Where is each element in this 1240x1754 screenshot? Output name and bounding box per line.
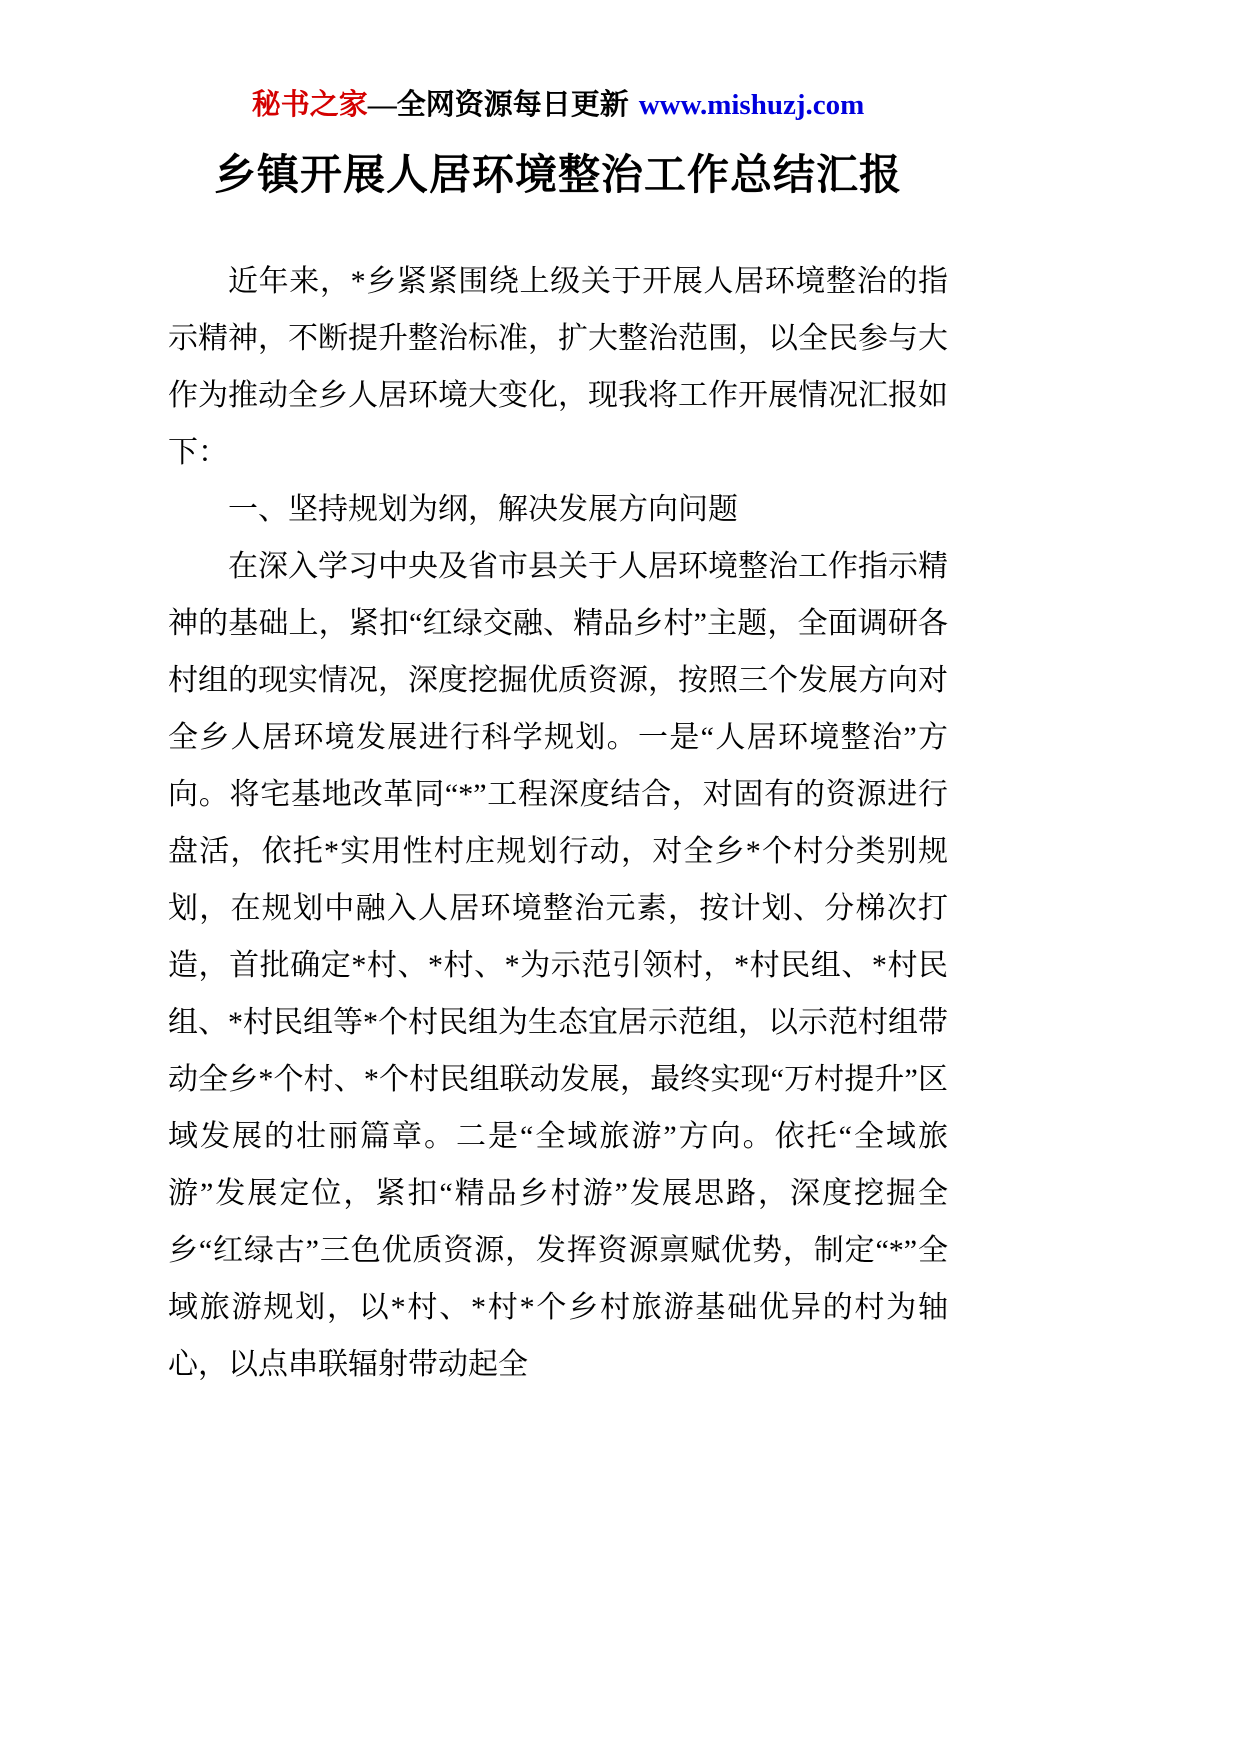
- paragraph-section-1: 在深入学习中央及省市县关于人居环境整治工作指示精神的基础上，紧扣“红绿交融、精品乡村”主题，全面调研各村组的现实情况，深度挖掘优质资源，按照三个发展方向对全乡人居环境发展进行科学规划。一是“人居环境整治”方向。将宅基地改革同“*”工程深度结合，对固有的资源进行盘活，依托*实用性村庄规划行动，对全乡*个村分类别规划，在规划中融入人居环境整治元素，按计划、分梯次打造，首批确定*村、*村、*为示范引领村，*村民组、*村民组、*村民组等*个村民组为生态宜居示范组，以示范村组带动全乡*个村、*个村民组联动发展，最终实现“万村提升”区域发展的壮丽篇章。二是“全域旅游”方向。依托“全域旅游”发展定位，紧扣“精品乡村游”发展思路，深度挖掘全乡“红绿古”三色优质资源，发挥资源禀赋优势，制定“*”全域旅游规划，以*村、*村*个乡村旅游基础优异的村为轴心，以点串联辐射带动起全: [168, 550, 948, 1382]
- site-url-link[interactable]: www.mishuzj.com: [638, 89, 865, 121]
- tagline-text: —全网资源每日更新: [367, 89, 629, 121]
- paragraph-intro: 近年来，*乡紧紧围绕上级关于开展人居环境整治的指示精神，不断提升整治标准，扩大整治范围，以全民参与大作为推动全乡人居环境大变化，现我将工作开展情况汇报如下：: [168, 265, 948, 470]
- document-body: [168, 253, 948, 1393]
- section-heading-1: 一、坚持规划为纲，解决发展方向问题: [228, 493, 738, 527]
- brand-text: 秘书之家: [251, 89, 368, 121]
- document-title: 乡镇开展人居环境整治工作总结汇报: [213, 152, 902, 199]
- site-header: [168, 88, 948, 123]
- document-content: [168, 0, 948, 1393]
